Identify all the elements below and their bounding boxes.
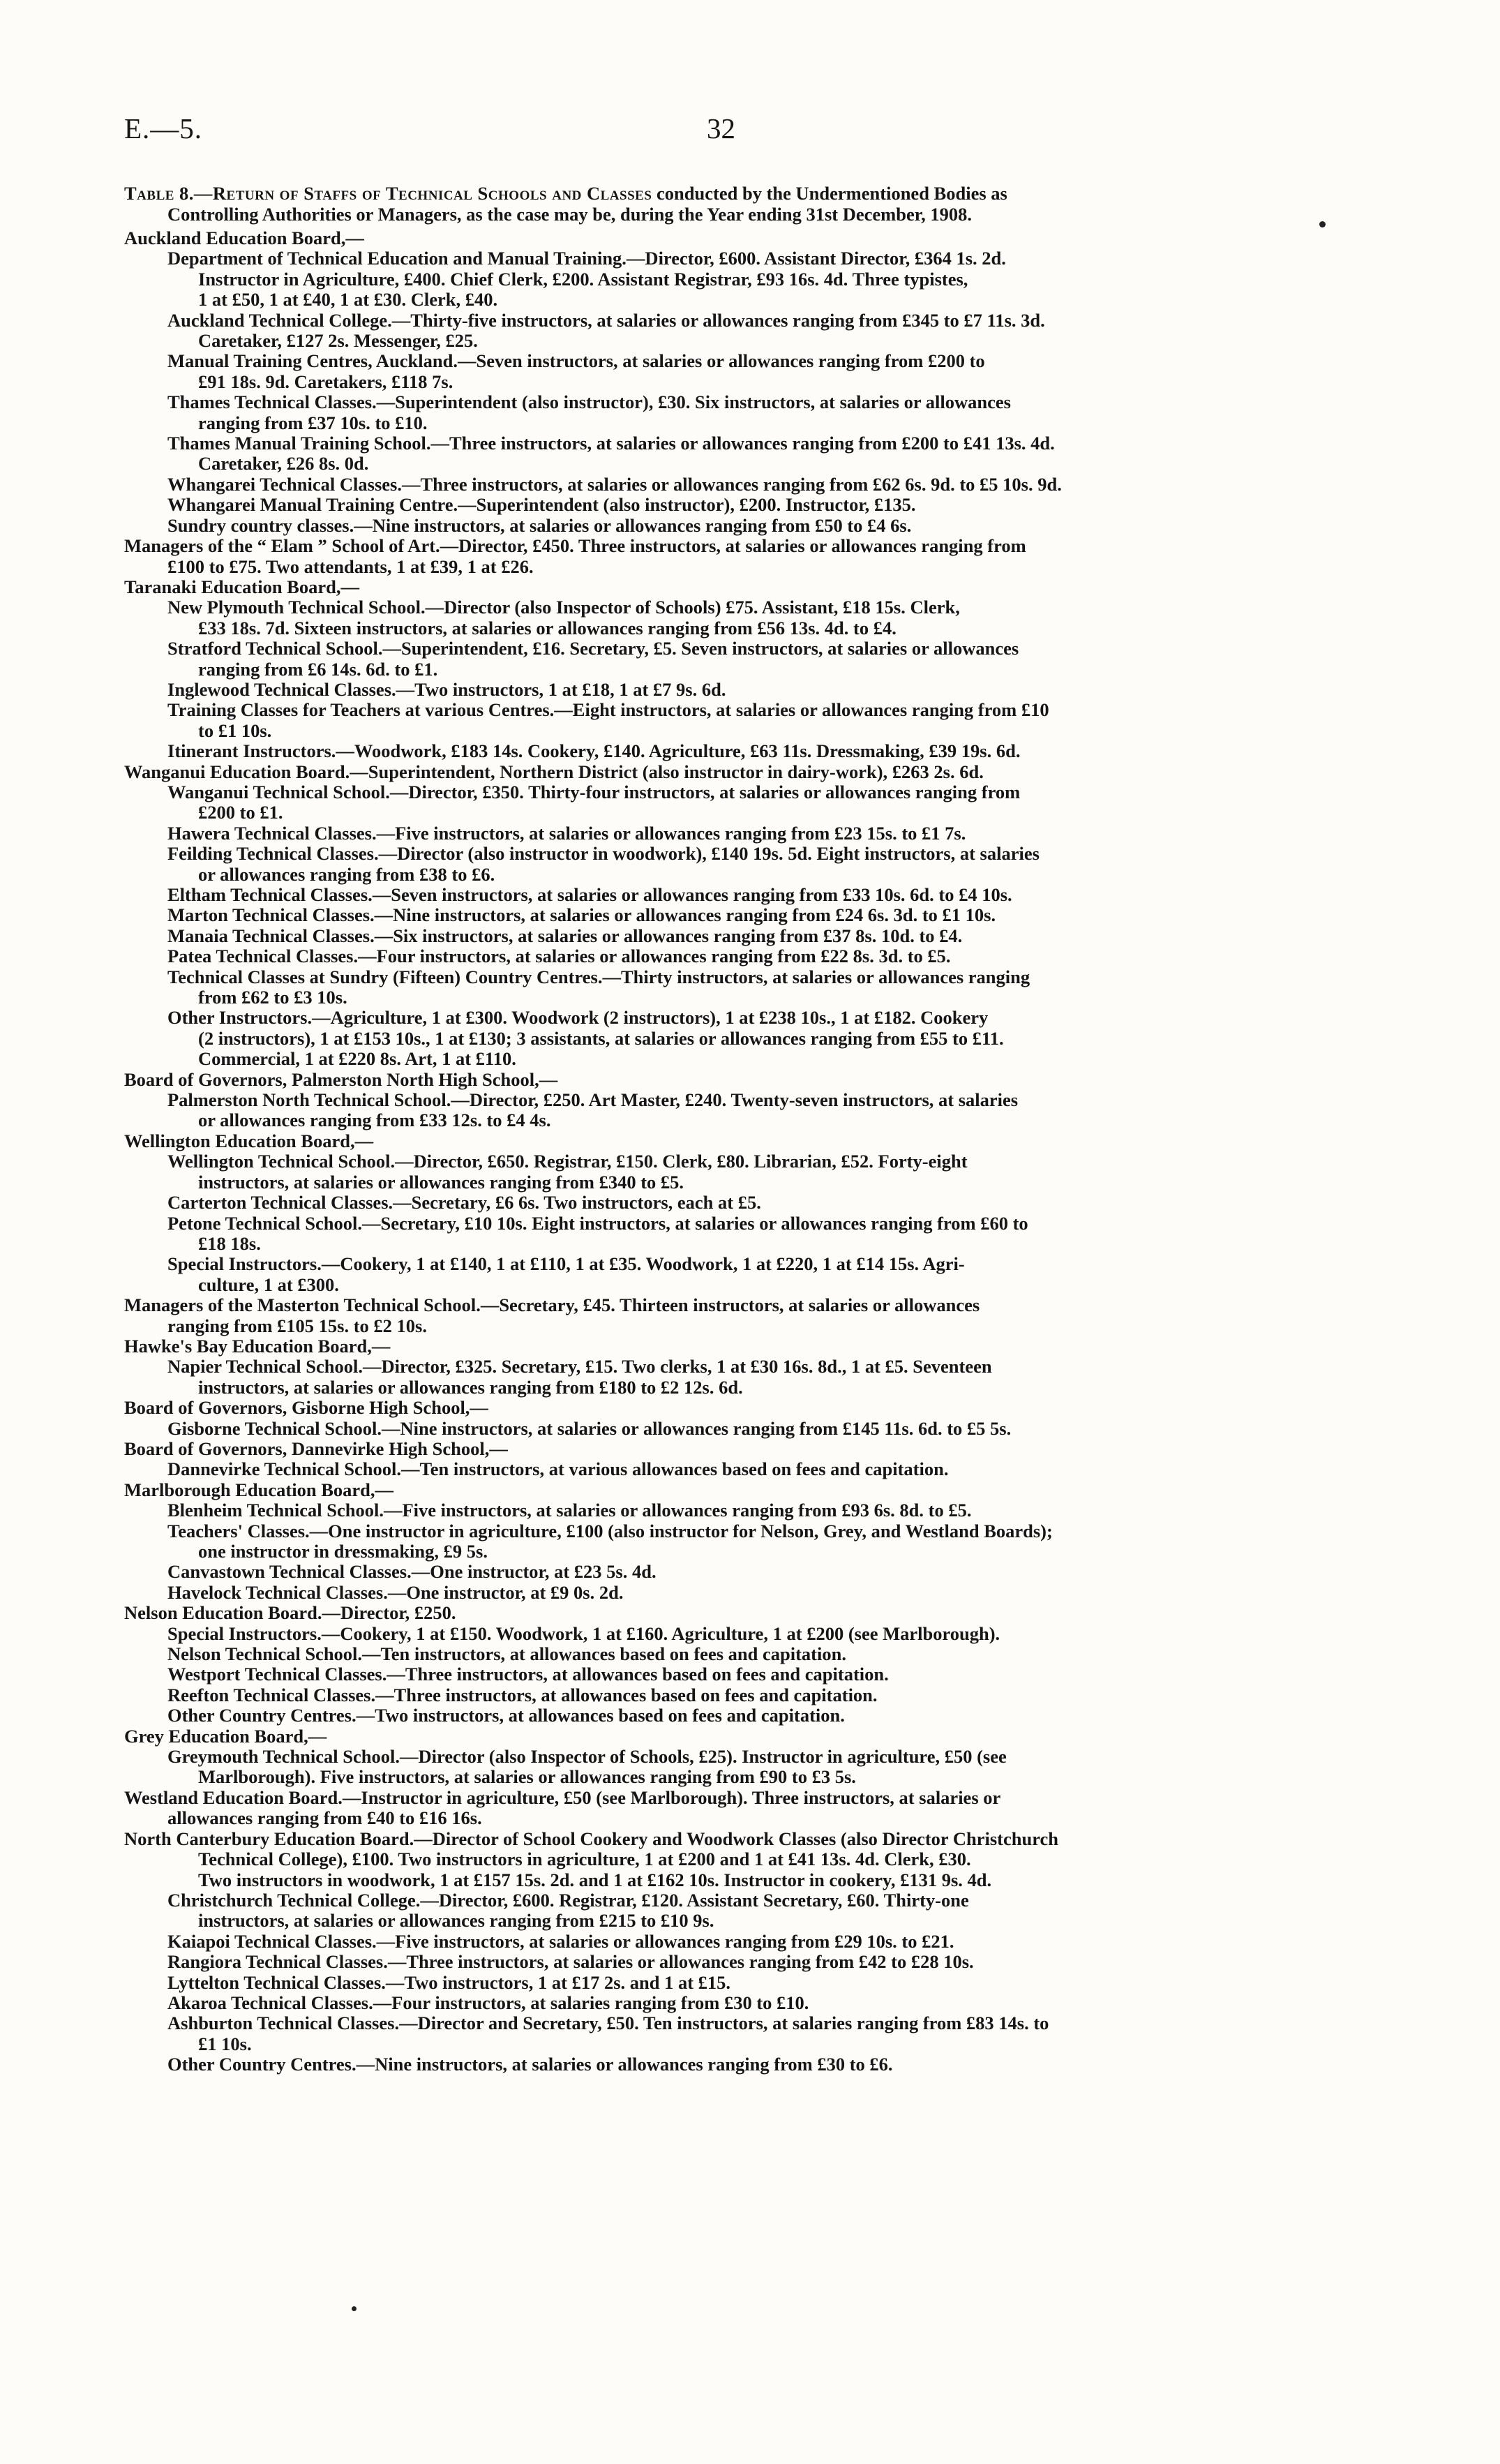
board-heading-line: Taranaki Education Board,— xyxy=(124,576,359,597)
board-heading-line: North Canterbury Education Board.—Director of School Cookery and Woodwork Classes (also Director Christchurch xyxy=(124,1828,1058,1849)
entry-line: Rangiora Technical Classes.—Three instructors, at salaries or allowances ranging from £42 to £28 10s. xyxy=(167,1951,974,1973)
entry-line: Sundry country classes.—Nine instructors, at salaries or allowances ranging from £50 to £4 6s. xyxy=(167,514,912,536)
entry-line: Manaia Technical Classes.—Six instructors, at salaries or allowances ranging from £37 8s. 10d. to £4. xyxy=(167,925,963,946)
board-heading-line: Hawke's Bay Education Board,— xyxy=(124,1335,391,1357)
board-heading-line: Westland Education Board.—Instructor in agriculture, £50 (see Marlborough). Three instructors, at salaries or xyxy=(124,1786,1001,1808)
entry-line: Other Country Centres.—Nine instructors, at salaries or allowances ranging from £30 to £6. xyxy=(167,2054,893,2075)
table-title xyxy=(124,183,1310,225)
entry-continuation-line: ranging from £6 14s. 6d. to £1. xyxy=(198,658,438,680)
margin-mark-dot xyxy=(352,2306,357,2311)
entry-line: Petone Technical School.—Secretary, £10 10s. Eight instructors, at salaries or allowances ranging from £60 to xyxy=(167,1212,1028,1234)
entry-continuation-line: instructors, at salaries or allowances ranging from £180 to £2 12s. 6d. xyxy=(198,1376,743,1398)
entry-continuation-line: Commercial, 1 at £220 8s. Art, 1 at £110. xyxy=(198,1048,516,1070)
entry-line: New Plymouth Technical School.—Director (also Inspector of Schools) £75. Assistant, £18 15s. Clerk, xyxy=(167,597,960,618)
entry-continuation-line: one instructor in dressmaking, £9 5s. xyxy=(198,1541,488,1562)
board-heading-line: Nelson Education Board.—Director, £250. xyxy=(124,1602,456,1624)
board-heading-line: Wellington Education Board,— xyxy=(124,1130,374,1151)
table-title-label: Table 8.—Return of Staffs of Technical Schools and Classes xyxy=(124,183,652,204)
entry-continuation-line: Technical College), £100. Two instructors in agriculture, 1 at £200 and 1 at £41 13s. 4d. Clerk, £30. xyxy=(198,1849,971,1870)
entry-line: Hawera Technical Classes.—Five instructors, at salaries or allowances ranging from £23 15s. to £1 7s. xyxy=(167,822,966,844)
entry-line: Department of Technical Education and Manual Training.—Director, £600. Assistant Director, £364 1s. 2d. xyxy=(167,248,1006,269)
entry-line: Dannevirke Technical School.—Ten instructors, at various allowances based on fees and capitation. xyxy=(167,1458,949,1480)
entry-continuation-line: culture, 1 at £300. xyxy=(198,1274,339,1295)
board-heading-line: Wanganui Education Board.—Superintendent, Northern District (also instructor in dairy-work), £263 2s. 6d. xyxy=(124,761,984,782)
entry-line: Christchurch Technical College.—Director, £600. Registrar, £120. Assistant Secretary, £60. Thirty-one xyxy=(167,1889,969,1911)
entry-continuation-line: Instructor in Agriculture, £400. Chief Clerk, £200. Assistant Registrar, £93 16s. 4d. Three typistes, xyxy=(198,268,968,290)
entry-line: Westport Technical Classes.—Three instructors, at allowances based on fees and capitation. xyxy=(167,1664,889,1685)
entry-line: Training Classes for Teachers at various Centres.—Eight instructors, at salaries or allowances ranging from £10 xyxy=(167,699,1049,721)
entry-line: Blenheim Technical School.—Five instructors, at salaries or allowances ranging from £93 6s. 8d. to £5. xyxy=(167,1500,972,1521)
entry-line: Whangarei Technical Classes.—Three instructors, at salaries or allowances ranging from £62 6s. 9d. to £5 10s. 9d. xyxy=(167,473,1062,495)
page-header xyxy=(124,112,1380,154)
entry-line: Marton Technical Classes.—Nine instructors, at salaries or allowances ranging from £24 6s. 3d. to £1 10s. xyxy=(167,904,996,926)
entry-line: Manual Training Centres, Auckland.—Seven instructors, at salaries or allowances ranging from £200 to xyxy=(167,350,985,372)
entry-line: Greymouth Technical School.—Director (also Inspector of Schools, £25). Instructor in agriculture, £50 (see xyxy=(167,1746,1007,1768)
entry-continuation-line: £91 18s. 9d. Caretakers, £118 7s. xyxy=(198,371,453,392)
page-number: 32 xyxy=(707,112,735,144)
entry-line: Havelock Technical Classes.—One instructor, at £9 0s. 2d. xyxy=(167,1581,624,1603)
board-heading-line: Managers of the Masterton Technical School.—Secretary, £45. Thirteen instructors, at salaries or allowances xyxy=(124,1294,980,1316)
entry-line: Ashburton Technical Classes.—Director and Secretary, £50. Ten instructors, at salaries ranging from £83 14s. to xyxy=(167,2013,1049,2034)
entry-line: Eltham Technical Classes.—Seven instructors, at salaries or allowances ranging from £33 10s. 6d. to £4 10s. xyxy=(167,884,1012,905)
entry-continuation-line: or allowances ranging from £38 to £6. xyxy=(198,863,495,885)
entry-line: Canvastown Technical Classes.—One instructor, at £23 5s. 4d. xyxy=(167,1561,657,1583)
entry-line: Special Instructors.—Cookery, 1 at £140, 1 at £110, 1 at £35. Woodwork, 1 at £220, 1 at £14 15s. Agri- xyxy=(167,1253,965,1275)
entry-line: Wellington Technical School.—Director, £650. Registrar, £150. Clerk, £80. Librarian, £52. Forty-eight xyxy=(167,1151,968,1172)
entry-line: Itinerant Instructors.—Woodwork, £183 14s. Cookery, £140. Agriculture, £63 11s. Dressmaking, £39 19s. 6d. xyxy=(167,740,1021,762)
entry-continuation-line: (2 instructors), 1 at £153 10s., 1 at £130; 3 assistants, at salaries or allowances ranging from £55 to £11. xyxy=(198,1027,1004,1049)
entry-line: £100 to £75. Two attendants, 1 at £39, 1 at £26. xyxy=(167,555,534,577)
entry-line: Wanganui Technical School.—Director, £350. Thirty-four instructors, at salaries or allowances ranging from xyxy=(167,781,1021,802)
entry-line: Technical Classes at Sundry (Fifteen) Country Centres.—Thirty instructors, at salaries or allowances ranging xyxy=(167,966,1030,987)
board-heading-line: Board of Governors, Gisborne High School,— xyxy=(124,1397,488,1419)
entry-line: Carterton Technical Classes.—Secretary, £6 6s. Two instructors, each at £5. xyxy=(167,1192,761,1214)
entry-line: Feilding Technical Classes.—Director (also instructor in woodwork), £140 19s. 5d. Eight instructors, at salaries xyxy=(167,843,1040,865)
entry-line: Special Instructors.—Cookery, 1 at £150. Woodwork, 1 at £160. Agriculture, 1 at £200 (see Marlborough). xyxy=(167,1622,1000,1644)
board-heading-line: Grey Education Board,— xyxy=(124,1725,327,1747)
entry-line: Palmerston North Technical School.—Director, £250. Art Master, £240. Twenty-seven instructors, at salaries xyxy=(167,1089,1019,1111)
board-heading-line: Auckland Education Board,— xyxy=(124,227,364,248)
entry-line: Thames Technical Classes.—Superintendent (also instructor), £30. Six instructors, at salaries or allowances xyxy=(167,391,1011,413)
entry-continuation-line: 1 at £50, 1 at £40, 1 at £30. Clerk, £40. xyxy=(198,289,498,311)
entry-continuation-line: Caretaker, £26 8s. 0d. xyxy=(198,453,369,475)
entry-line: Inglewood Technical Classes.—Two instructors, 1 at £18, 1 at £7 9s. 6d. xyxy=(167,678,726,700)
entry-continuation-line: to £1 10s. xyxy=(198,719,272,741)
entry-line: Other Instructors.—Agriculture, 1 at £300. Woodwork (2 instructors), 1 at £238 10s., 1 at £182. Cookery xyxy=(167,1007,989,1029)
entry-line: Gisborne Technical School.—Nine instructors, at salaries or allowances ranging from £145 11s. 6d. to £5 5s. xyxy=(167,1417,1012,1439)
entry-continuation-line: Caretaker, £127 2s. Messenger, £25. xyxy=(198,330,478,352)
entry-continuation-line: Marlborough). Five instructors, at salaries or allowances ranging from £90 to £3 5s. xyxy=(198,1766,856,1788)
entry-continuation-line: ranging from £37 10s. to £10. xyxy=(198,412,428,433)
entry-continuation-line: £18 18s. xyxy=(198,1232,261,1254)
entry-continuation-line: instructors, at salaries or allowances ranging from £215 to £10 9s. xyxy=(198,1910,714,1932)
entry-line: Auckland Technical College.—Thirty-five instructors, at salaries or allowances ranging from £345 to £7 11s. 3d. xyxy=(167,309,1045,331)
entry-line: Whangarei Manual Training Centre.—Superintendent (also instructor), £200. Instructor, £135. xyxy=(167,494,916,516)
board-heading-line: Managers of the “ Elam ” School of Art.—Director, £450. Three instructors, at salaries or allowances ranging from xyxy=(124,535,1026,557)
entry-line: Lyttelton Technical Classes.—Two instructors, 1 at £17 2s. and 1 at £15. xyxy=(167,1971,731,1993)
entry-line: ranging from £105 15s. to £2 10s. xyxy=(167,1315,427,1336)
return-body xyxy=(124,228,1310,2075)
entry-line: Napier Technical School.—Director, £325. Secretary, £15. Two clerks, 1 at £30 16s. 8d., 1 at £5. Seventeen xyxy=(167,1356,992,1377)
entry-continuation-line: from £62 to £3 10s. xyxy=(198,987,347,1008)
table-title-rest-1: conducted by the Undermentioned Bodies as xyxy=(652,183,1007,204)
entry-line: Patea Technical Classes.—Four instructors, at salaries or allowances ranging from £22 8s. 3d. to £5. xyxy=(167,946,951,967)
entry-continuation-line: £200 to £1. xyxy=(198,802,283,823)
entry-continuation-line: £1 10s. xyxy=(198,2033,252,2054)
entry-line: Akaroa Technical Classes.—Four instructors, at salaries ranging from £30 to £10. xyxy=(167,1992,809,2013)
entry-line: Thames Manual Training School.—Three instructors, at salaries or allowances ranging from £200 to £41 13s. 4d. xyxy=(167,433,1055,454)
table-title-rest-2: Controlling Authorities or Managers, as the case may be, during the Year ending 31st December, 1908. xyxy=(167,204,972,225)
entry-line: Teachers' Classes.—One instructor in agriculture, £100 (also instructor for Nelson, Grey, and Westland Boards); xyxy=(167,1520,1053,1541)
entry-continuation-line: instructors, at salaries or allowances ranging from £340 to £5. xyxy=(198,1171,684,1193)
margin-mark-dot xyxy=(1319,221,1326,227)
entry-line: Stratford Technical School.—Superintendent, £16. Secretary, £5. Seven instructors, at salaries or allowances xyxy=(167,638,1019,659)
entry-continuation-line: or allowances ranging from £33 12s. to £4 4s. xyxy=(198,1110,551,1131)
entry-line: Nelson Technical School.—Ten instructors, at allowances based on fees and capitation. xyxy=(167,1643,846,1665)
entry-line: Kaiapoi Technical Classes.—Five instructors, at salaries or allowances ranging from £29 10s. to £21. xyxy=(167,1930,954,1952)
board-heading-line: Board of Governors, Palmerston North High School,— xyxy=(124,1068,558,1090)
entry-line: Reefton Technical Classes.—Three instructors, at allowances based on fees and capitation. xyxy=(167,1684,878,1705)
entry-continuation-line: £33 18s. 7d. Sixteen instructors, at salaries or allowances ranging from £56 13s. 4d. to £4. xyxy=(198,617,897,639)
entry-line: allowances ranging from £40 to £16 16s. xyxy=(167,1807,482,1829)
document-reference: E.—5. xyxy=(124,112,203,144)
board-heading-line: Marlborough Education Board,— xyxy=(124,1479,394,1500)
entry-line: Other Country Centres.—Two instructors, at allowances based on fees and capitation. xyxy=(167,1705,845,1726)
board-heading-line: Board of Governors, Dannevirke High School,— xyxy=(124,1438,508,1459)
entry-continuation-line: Two instructors in woodwork, 1 at £157 15s. 2d. and 1 at £162 10s. Instructor in cookery, £131 9s. 4d. xyxy=(198,1869,992,1890)
